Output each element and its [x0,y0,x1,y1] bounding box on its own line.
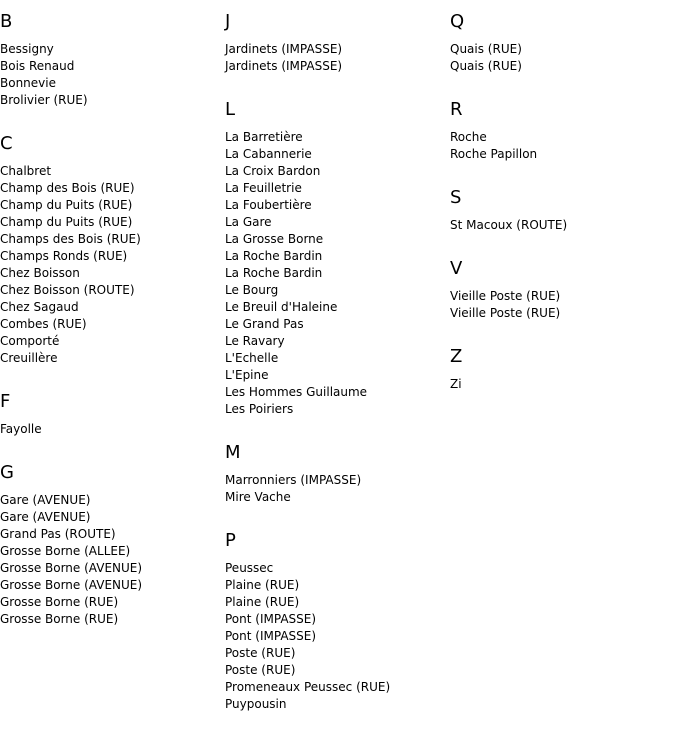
street-list [0,41,225,109]
street-list [450,41,675,75]
street-entry: Le Breuil d'Haleine [225,300,338,314]
street-entry: Bonnevie [0,76,56,90]
section-letter-heading: S [450,187,462,208]
street-entry: Peussec [225,561,274,575]
street-entry: La Croix Bardon [225,164,321,178]
letter-section [0,450,225,628]
street-entry: La Barretière [225,130,303,144]
letter-section [225,430,450,506]
section-letter-heading: R [450,99,463,120]
street-entry: Les Hommes Guillaume [225,385,368,399]
street-entry: Le Grand Pas [225,317,304,331]
street-list [450,288,675,322]
street-entry: Grosse Borne (AVENUE) [0,561,143,575]
index-column [225,0,450,733]
section-letter-heading: F [0,391,11,412]
street-entry: Chez Boisson (ROUTE) [0,283,135,297]
street-list [225,560,450,713]
street-entry: Quais (RUE) [450,59,522,73]
street-entry: Pont (IMPASSE) [225,612,317,626]
street-entry: Vieille Poste (RUE) [450,289,561,303]
section-letter-heading: C [0,133,13,154]
street-list [450,129,675,163]
letter-section [0,121,225,367]
street-entry: Champs Ronds (RUE) [0,249,128,263]
section-letter-heading: L [225,99,236,120]
street-list [450,376,675,393]
street-entry: Chalbret [0,164,52,178]
street-list [0,492,225,628]
street-entry: La Cabannerie [225,147,312,161]
street-entry: Gare (AVENUE) [0,493,91,507]
section-letter-heading: V [450,258,463,279]
street-entry: La Foubertière [225,198,312,212]
street-entry: Vieille Poste (RUE) [450,306,561,320]
street-entry: Comporté [0,334,60,348]
letter-section [0,0,225,109]
street-entry: La Grosse Borne [225,232,324,246]
street-entry: Champ des Bois (RUE) [0,181,135,195]
street-entry: Les Poiriers [225,402,294,416]
street-entry: Champ du Puits (RUE) [0,215,133,229]
street-entry: La Roche Bardin [225,266,323,280]
street-entry: Plaine (RUE) [225,578,300,592]
street-entry: Fayolle [0,422,42,436]
street-entry: Mire Vache [225,490,291,504]
street-list [225,472,450,506]
street-entry: Brolivier (RUE) [0,93,88,107]
street-entry: Roche Papillon [450,147,538,161]
street-entry: Le Ravary [225,334,285,348]
street-entry: Grosse Borne (RUE) [0,595,119,609]
street-entry: Poste (RUE) [225,663,296,677]
letter-section [225,87,450,418]
street-list [450,217,675,234]
section-letter-heading: G [0,462,14,483]
letter-section [450,87,675,163]
section-letter-heading: Q [450,11,465,32]
letter-section [450,0,675,75]
street-entry: Grosse Borne (RUE) [0,612,119,626]
letter-section [225,518,450,713]
street-list [0,163,225,367]
street-list [225,129,450,418]
section-letter-heading: J [225,11,231,32]
street-entry: La Gare [225,215,272,229]
street-entry: Gare (AVENUE) [0,510,91,524]
street-entry: Puypousin [225,697,287,711]
street-entry: Marronniers (IMPASSE) [225,473,362,487]
street-entry: Plaine (RUE) [225,595,300,609]
street-entry: Jardinets (IMPASSE) [225,42,343,56]
street-entry: Grosse Borne (ALLEE) [0,544,131,558]
index-column [0,0,225,733]
street-entry: Promeneaux Peussec (RUE) [225,680,391,694]
street-entry: Pont (IMPASSE) [225,629,317,643]
street-list [0,421,225,438]
street-entry: Zi [450,377,462,391]
street-entry: Roche [450,130,487,144]
street-entry: Chez Boisson [0,266,80,280]
street-entry: Grosse Borne (AVENUE) [0,578,143,592]
street-list [225,41,450,75]
street-entry: La Feuilletrie [225,181,302,195]
letter-section [225,0,450,75]
index-column [450,0,675,733]
street-entry: Grand Pas (ROUTE) [0,527,116,541]
street-entry: La Roche Bardin [225,249,323,263]
section-letter-heading: Z [450,346,463,367]
street-entry: Champ du Puits (RUE) [0,198,133,212]
street-entry: Creuillère [0,351,58,365]
letter-section [450,246,675,322]
street-entry: Chez Sagaud [0,300,79,314]
street-entry: Combes (RUE) [0,317,87,331]
street-entry: L'Epine [225,368,269,382]
section-letter-heading: B [0,11,13,32]
section-letter-heading: M [225,442,241,463]
street-entry: St Macoux (ROUTE) [450,218,568,232]
section-letter-heading: P [225,530,236,551]
street-entry: L'Echelle [225,351,279,365]
street-entry: Poste (RUE) [225,646,296,660]
letter-section [450,334,675,393]
street-entry: Le Bourg [225,283,279,297]
street-entry: Jardinets (IMPASSE) [225,59,343,73]
letter-section [450,175,675,234]
street-entry: Quais (RUE) [450,42,522,56]
letter-section [0,379,225,438]
street-entry: Bois Renaud [0,59,75,73]
street-entry: Bessigny [0,42,54,56]
street-entry: Champs des Bois (RUE) [0,232,141,246]
